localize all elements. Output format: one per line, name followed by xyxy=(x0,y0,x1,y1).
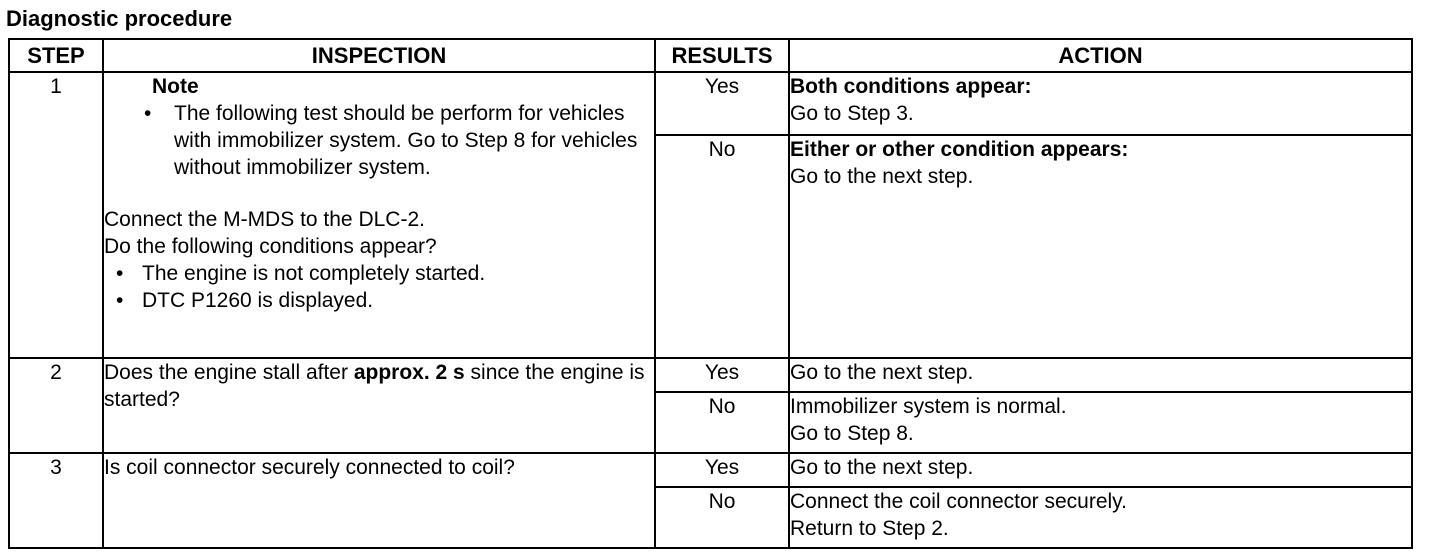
step-2-yes-action: Go to the next step. xyxy=(789,358,1412,392)
header-row xyxy=(9,39,1412,72)
inspection-text-bold: approx. 2 s xyxy=(353,360,465,384)
page-title: Diagnostic procedure xyxy=(6,6,233,31)
step-2-yes-row xyxy=(9,358,1412,392)
action-text: Go to Step 3. xyxy=(790,102,914,125)
diagnostic-table xyxy=(8,38,1413,549)
note-title: Note xyxy=(152,75,199,98)
step-3-yes-action: Go to the next step. xyxy=(789,453,1412,487)
step-3-yes-result: Yes xyxy=(655,453,789,487)
condition-list xyxy=(104,260,654,314)
header-inspection: INSPECTION xyxy=(103,39,655,72)
step-3-yes-row xyxy=(9,453,1412,487)
note-bullet: • The following test should be perform for vehicles with immobilizer system. Go to Step 8 for vehicles without immobilizer system. xyxy=(104,100,654,181)
inspection-line-1: Connect the M-MDS to the DLC-2. xyxy=(104,208,425,231)
action-title: Either or other condition appears: xyxy=(790,137,1129,161)
step-1-yes-result: Yes xyxy=(655,72,789,135)
step-1-yes-action xyxy=(789,72,1412,135)
inspection-line-2: Do the following conditions appear? xyxy=(104,235,437,258)
condition-item: • The engine is not completely started. xyxy=(104,260,654,287)
inspection-text-post: since the engine is started? xyxy=(104,360,645,411)
action-text: Go to the next step. xyxy=(790,164,974,188)
action-text: Go to Step 8. xyxy=(790,422,914,445)
note-list xyxy=(104,100,654,181)
step-3-no-action xyxy=(789,487,1412,548)
condition-item: • DTC P1260 is displayed. xyxy=(104,287,654,314)
step-3-no-result: No xyxy=(655,487,789,548)
action-title: Both conditions appear: xyxy=(790,75,1032,98)
step-1-yes-row xyxy=(9,72,1412,135)
inspection-text-pre: Does the engine stall after xyxy=(104,360,354,384)
step-2-no-action xyxy=(789,392,1412,453)
step-3-number: 3 xyxy=(9,453,103,548)
step-1-inspection xyxy=(103,72,655,358)
action-text: Return to Step 2. xyxy=(790,517,949,541)
step-2-no-result: No xyxy=(655,392,789,453)
header-action: ACTION xyxy=(789,39,1412,72)
step-2-yes-result: Yes xyxy=(655,358,789,392)
step-1-number: 1 xyxy=(9,72,103,358)
step-1-no-action xyxy=(789,135,1412,358)
step-2-inspection xyxy=(103,358,655,453)
step-1-no-result: No xyxy=(655,135,789,358)
step-3-inspection: Is coil connector securely connected to coil? xyxy=(103,453,655,548)
step-2-number: 2 xyxy=(9,358,103,453)
header-step: STEP xyxy=(9,39,103,72)
action-text: Connect the coil connector securely. xyxy=(790,490,1127,514)
action-text: Immobilizer system is normal. xyxy=(790,395,1067,418)
header-results: RESULTS xyxy=(655,39,789,72)
